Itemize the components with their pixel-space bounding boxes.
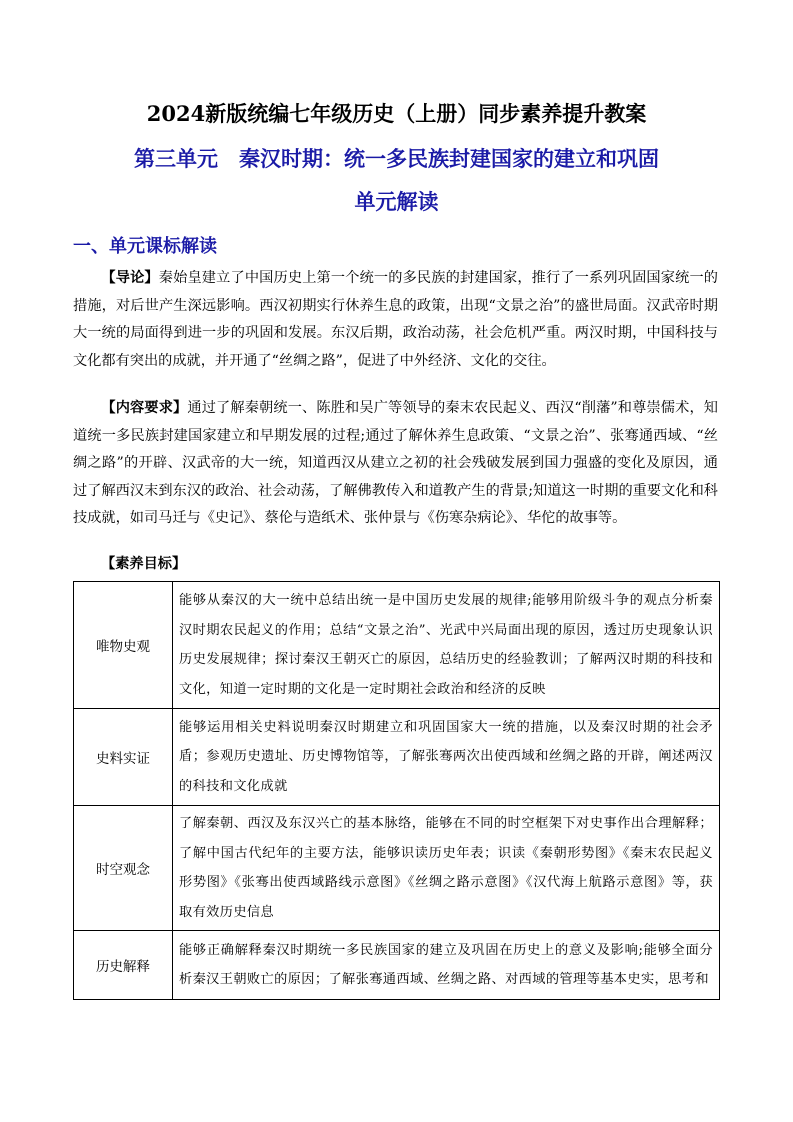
unit-subtitle: 单元解读 — [354, 189, 439, 214]
document-title: 2024新版统编七年级历史（上册）同步素养提升教案 — [146, 101, 647, 126]
goal-key: 史料实证 — [74, 709, 173, 806]
goal-key: 时空观念 — [74, 806, 173, 931]
goal-value: 能够运用相关史料说明秦汉时期建立和巩固国家大一统的措施，以及秦汉时期的社会矛盾；参观历史遗址、历史博物馆等，了解张骞两次出使西域和丝绸之路的开辟，阐述两汉的科技和文化成就 — [173, 709, 720, 806]
table-row — [74, 582, 720, 709]
goals-label: 【素养目标】 — [101, 556, 187, 572]
intro-paragraph — [73, 265, 718, 375]
table-row — [74, 806, 720, 931]
goal-value: 能够正确解释秦汉时期统一多民族国家的建立及巩固在历史上的意义及影响;能够全面分析秦汉王朝败亡的原因；了解张骞通西域、丝绸之路、对西域的管理等基本史实，思考和 — [173, 931, 720, 1000]
table-row — [74, 931, 720, 1000]
goal-key: 唯物史观 — [74, 582, 173, 709]
content-tag: 【内容要求】 — [101, 400, 188, 416]
unit-title: 第三单元 秦汉时期：统一多民族封建国家的建立和巩固 — [134, 146, 659, 171]
content-text: 通过了解秦朝统一、陈胜和吴广等领导的秦末农民起义、西汉“削藩”和尊崇儒术，知道统一多民族封建国家建立和早期发展的过程;通过了解休养生息政策、“文景之治”、张骞通西域、“丝绸之路”的开辟、汉武帝的大一统，知道西汉从建立之初的社会残破发展到国力强盛的变化及原因，通过了解西汉末到东汉的政治、社会动荡，了解佛教传入和道教产生的背景;知道这一时期的重要文化和科技成就，如司马迁与《史记》、蔡伦与造纸术、张仲景与《伤寒杂病论》、华佗的故事等。 — [73, 400, 718, 526]
goal-key: 历史解释 — [74, 931, 173, 1000]
goal-value: 能够从秦汉的大一统中总结出统一是中国历史发展的规律;能够用阶级斗争的观点分析秦汉时期农民起义的作用；总结“文景之治”、光武中兴局面出现的原因，透过历史现象认识历史发展规律；探讨秦汉王朝灭亡的原因，总结历史的经验教训；了解两汉时期的科技和文化，知道一定时期的文化是一定时期社会政治和经济的反映 — [173, 582, 720, 709]
content-requirements-paragraph — [73, 395, 718, 533]
intro-text: 秦始皇建立了中国历史上第一个统一的多民族的封建国家，推行了一系列巩固国家统一的措施，对后世产生深远影响。西汉初期实行休养生息的政策，出现“文景之治”的盛世局面。汉武帝时期大一统的局面得到进一步的巩固和发展。东汉后期，政治动荡，社会危机严重。两汉时期，中国科技与文化都有突出的成就，并开通了“丝绸之路”，促进了中外经济、文化的交往。 — [73, 270, 718, 369]
goal-value: 了解秦朝、西汉及东汉兴亡的基本脉络，能够在不同的时空框架下对史事作出合理解释；了解中国古代纪年的主要方法，能够识读历史年表；识读《秦朝形势图》《秦末农民起义形势图》《张骞出使西域路线示意图》《丝绸之路示意图》《汉代海上航路示意图》等，获取有效历史信息 — [173, 806, 720, 931]
goals-table — [73, 581, 720, 1000]
section-heading: 一、单元课标解读 — [73, 236, 217, 257]
intro-tag: 【导论】 — [101, 270, 159, 286]
table-row — [74, 709, 720, 806]
